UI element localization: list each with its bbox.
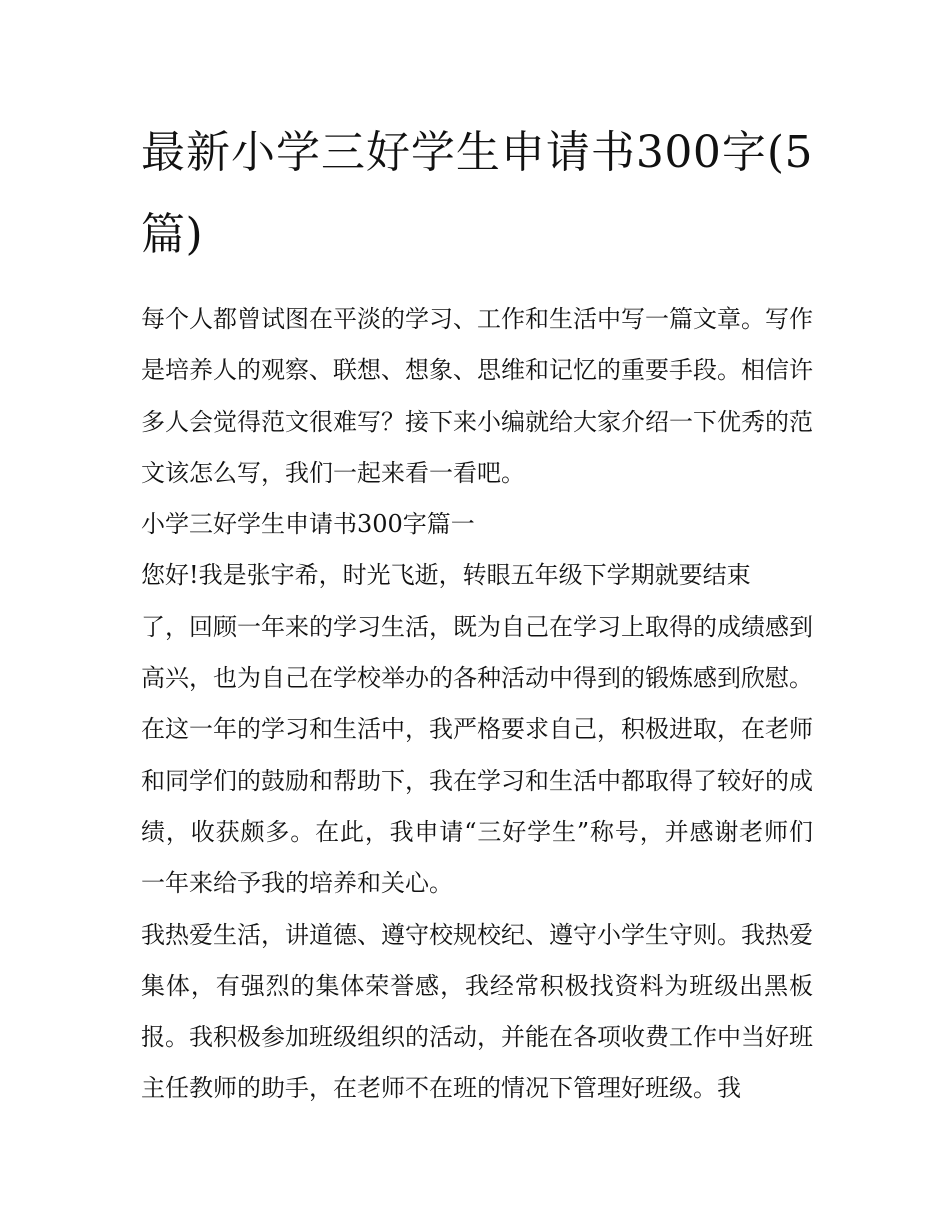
intro-paragraph: 每个人都曾试图在平淡的学习、工作和生活中写一篇文章。写作是培养人的观察、联想、想象、思维和记忆的重要手段。相信许多人会觉得范文很难写？接下来小编就给大家介绍一下优秀的范文该怎么写，我们一起来看一看吧。 xyxy=(141,305,813,487)
paragraph-one-first-line: 您好!我是张宇希，时光飞逝，转眼五年级下学期就要结束 xyxy=(141,561,751,590)
document-title: 最新小学三好学生申请书300字(5篇) xyxy=(141,127,813,260)
paragraph-two: 我热爱生活，讲道德、遵守校规校纪、遵守小学生守则。我热爱集体，有强烈的集体荣誉感，我经常积极找资料为班级出黑板报。我积极参加班级组织的活动，并能在各项收费工作中当好班主任教师的助手，在老师不在班的情况下管理好班级。我 xyxy=(141,920,813,1103)
document-body xyxy=(141,294,813,1115)
paragraph-one xyxy=(141,550,813,909)
document-page xyxy=(141,112,813,1115)
section-heading: 小学三好学生申请书300字篇一 xyxy=(141,510,475,539)
paragraph-one-rest: 了，回顾一年来的学习生活，既为自己在学习上取得的成绩感到高兴，也为自己在学校举办的各种活动中得到的锻炼感到欣慰。在这一年的学习和生活中，我严格要求自己，积极进取，在老师和同学们的鼓励和帮助下，我在学习和生活中都取得了较好的成绩，收获颇多。在此，我申请“三好学生”称号，并感谢老师们一年来给予我的培养和关心。 xyxy=(141,612,813,898)
